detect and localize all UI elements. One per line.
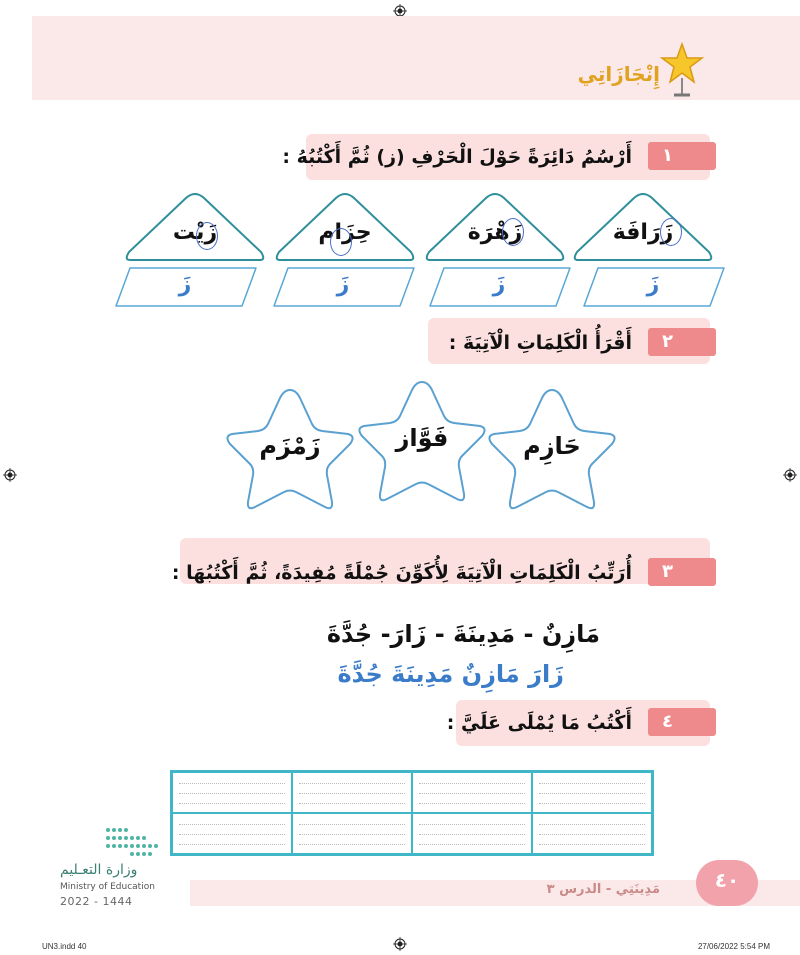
- print-slug-date: 27/06/2022 5:54 PM: [697, 942, 770, 951]
- drawn-circle: [330, 228, 352, 256]
- scrambled-words: مَازِنٌ - مَدِينَةَ - زَارَ- جُدَّةَ: [326, 620, 600, 648]
- answer-box-4: [110, 266, 260, 308]
- ministry-name-arabic: وزارة التعـليم: [60, 862, 138, 878]
- ministry-name-english: Ministry of Education: [60, 882, 155, 892]
- drawn-circle: [660, 218, 682, 246]
- question-4-number: ٤: [648, 708, 716, 736]
- word-text: زَمْزَم: [259, 432, 321, 460]
- question-1-number: ١: [648, 142, 716, 170]
- answer-box-2: [424, 266, 574, 308]
- word-text: زَرَافَة: [612, 220, 674, 245]
- word-text: حِزَام: [318, 220, 372, 245]
- registration-mark-icon: [393, 937, 407, 951]
- writing-cell[interactable]: [532, 772, 652, 813]
- word-text: حَازِم: [523, 432, 581, 460]
- answer-box-1: [578, 266, 728, 308]
- star-trophy-icon: [660, 42, 704, 100]
- writing-cell[interactable]: [292, 772, 412, 813]
- sentence-answer: زَارَ مَازِنٌ مَدِينَةَ جُدَّةَ: [337, 660, 564, 688]
- lesson-label: مَدِينَتِي - الدرس ٣: [546, 882, 660, 897]
- answer-text: زَ: [646, 272, 660, 297]
- writing-cell[interactable]: [532, 813, 652, 854]
- ministry-logo-icon: [104, 826, 164, 860]
- word-text: زَيْت: [172, 220, 218, 245]
- page-number: ٤٠: [714, 868, 740, 892]
- registration-mark-icon: [3, 468, 17, 482]
- writing-cell[interactable]: [172, 813, 292, 854]
- drawn-circle: [502, 218, 524, 246]
- answer-text: زَ: [178, 272, 192, 297]
- word-star-2: [352, 376, 492, 508]
- word-triangle-4: [122, 190, 268, 262]
- answer-box-3: [268, 266, 418, 308]
- writing-cell[interactable]: [172, 772, 292, 813]
- word-text: فَوَّاز: [395, 424, 449, 452]
- edition-year: 2022 - 1444: [60, 895, 133, 908]
- question-1-instruction: أَرْسُمُ دَائِرَةً حَوْلَ الْحَرْفِ (ز) ثُمَّ أَكْتُبُهُ :: [282, 146, 632, 168]
- word-star-1: [482, 384, 622, 516]
- question-2-instruction: أَقْرَأُ الْكَلِمَاتِ الْآتِيَةَ :: [448, 332, 632, 354]
- page-title: إِنْجَازَاتِي: [577, 62, 660, 86]
- word-star-3: [220, 384, 360, 516]
- writing-cell[interactable]: [412, 813, 532, 854]
- dictation-grid: [170, 770, 654, 856]
- word-triangle-2: [422, 190, 568, 262]
- registration-mark-icon: [783, 468, 797, 482]
- question-2-number: ٢: [648, 328, 716, 356]
- question-3-number: ٣: [648, 558, 716, 586]
- drawn-circle: [196, 222, 218, 250]
- word-text: زَهْرَة: [467, 220, 523, 245]
- word-triangle-1: [570, 190, 716, 262]
- answer-text: زَ: [336, 272, 350, 297]
- question-3-instruction: أُرَتِّبُ الْكَلِمَاتِ الْآتِيَةَ لِأُكَوِّنَ جُمْلَةً مُفِيدَةً، ثُمَّ أَكْتُبُهَا :: [171, 562, 632, 584]
- writing-cell[interactable]: [412, 772, 532, 813]
- writing-cell[interactable]: [292, 813, 412, 854]
- answer-text: زَ: [492, 272, 506, 297]
- question-4-instruction: أَكْتُبُ مَا يُمْلَى عَلَيَّ :: [446, 712, 632, 734]
- print-slug-file: UN3.indd 40: [42, 942, 87, 951]
